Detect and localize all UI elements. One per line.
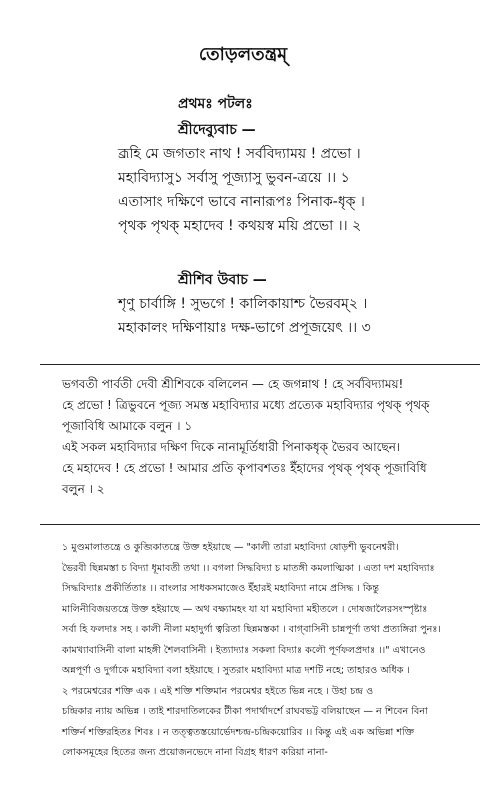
verse-line: এতাসাং দক্ষিণে ভাবে নানারূপঃ পিনাক-ধৃক্ । [118,194,365,210]
translation-line: বলুন । ২ [62,482,105,496]
verse-block-1 [118,142,478,238]
footnote-line: ১ মুণ্ডমালাতন্ত্রে ও কুব্জিকাতন্ত্রে উক্ত হইয়াছে — "কালী তারা মহাবিদ্যা ষোড়শী ভুবনেশ্বরী। [62,542,399,553]
speaker-shiva: শ্রীশিব উবাচ — [178,272,267,288]
footnote-line: কামখ্যাবাসিনী বালা মাহঙ্গী শৈলবাসিনী । ইত্যাদ্যাঃ সকলা বিদ্যাঃ কলৌ পূর্ণফলপ্রদাঃ ।।" এখানেও [62,644,426,656]
verse-line: মহাবিদ্যাসু১ সর্বাসু পূজ্যাসু ভুবন-ত্রয়ে ।। ১ [118,170,350,186]
footnote-line: সিদ্ধবিদ্যাঃ প্রকীর্তিতাঃ ।। বাংলার সাধকসমাজেও ইঁহারই মহাবিদ্যা নামে প্রসিদ্ধ । কিন্তু [62,583,379,594]
footnotes-block [62,538,476,764]
page-title: তোড়লতন্ত্রম্ [198,44,288,65]
translation-line: হে মহাদেব ! হে প্রভো ! আমার প্রতি কৃপাবশতঃ ইঁহাদের পৃথক্ পৃথক্ পূজাবিধি [62,461,427,475]
translation-line: হে প্রভো ! ত্রিভুবনে পূজ্য সমস্ত মহাবিদ্যার মধ্যে প্রত্যেক মহাবিদ্যার পৃথক্ পৃথক্ [62,398,430,412]
divider-top [40,364,480,365]
verse-line: মহাকালং দক্ষিণায়াঃ দক্ষ-ভাগে প্রপূজয়েৎ ।। ৩ [118,320,371,336]
verse-block-2 [118,292,478,340]
footnote-line: মালিনীবিজয়তন্ত্রে উক্ত হইয়াছে — অথ বক্ষ্যামহং যা যা মহাবিদ্যা মহীতলে । দোষজালৈরসংস্পৃষ্টাঃ [62,603,428,615]
section-heading: প্রথমঃ পটলঃ [178,96,253,112]
footnote-line: লোকসমূহের হিতের জন্য প্রয়োজনভেদে নানা বিগ্রহ ধারণ করিয়া নানা- [62,747,328,758]
speaker-devi: শ্রীদেব্যুবাচ — [178,122,256,138]
verse-line: শৃণু চার্বাঙ্গি ! সুভগে ! কালিকায়াশ্চ ভৈরবম্২ । [118,296,368,312]
verse-line: পৃথক পৃথক্ মহাদেব ! কথয়স্ব ময়ি প্রভো ।। ২ [118,218,362,234]
footnote-line: অন্নপূর্ণা ও দুর্গাকে মহাবিদ্যা বলা হইয়াছে । সুতরাং মহাবিদ্যা মাত্র দশটি নহে; তাহারও অধিক । [62,665,410,676]
divider-bottom [40,524,480,525]
verse-line: ব্রূহি মে জগতাং নাথ ! সর্ববিদ্যাময় ! প্রভো । [118,146,361,162]
footnote-line: সর্বা হি ফলদাঃ সহ । কালী নীলা মহাদুর্গা ত্বরিতা ছিন্নমস্তকা । বাগ্‌বাসিনী চান্নপূর্ণা তথা প্রত্যঙ্গিরা পুনঃ। [62,624,441,635]
translation-line: পূজাবিধি আমাকে বলুন । ১ [62,419,193,433]
translation-block [62,374,476,500]
footnote-line: শক্তির্ন শক্তিরহিতঃ শিবঃ । ন তত্ত্বতস্তয়োর্ভেদশ্চন্দ্র-চন্দ্রিকয়োরিব ।। কিন্তু এই এক অভিন্না শক্তি [62,726,415,738]
footnote-line: চন্দ্রিকার ন্যায় অভিন্ন । তাই শারদাতিলকের টীকা পদার্থাদর্শে রাঘবভট্ট বলিয়াছেন — ন শিবেন বিনা [62,706,428,717]
footnote-line: ২ পরমেশ্বরের শক্তি এক । এই শক্তি শক্তিমান পরমেশ্বর হইতে ভিন্ন নহে । উহা চন্দ্র ও [62,685,374,697]
translation-line: এই সকল মহাবিদ্যার দক্ষিণ দিকে নানামূর্তিধারী পিনাকধৃক্ ভৈরব আছেন। [62,440,401,454]
translation-line: ভগবতী পার্বতী দেবী শ্রীশিবকে বলিলেন — হে জগন্নাথ ! হে সর্ববিদ্যাময়! [62,377,404,391]
footnote-line: ভৈরবী ছিন্নমস্তা চ বিদ্যা ধূমাবতী তথা ।। বগলা সিদ্ধবিদ্যা চ মাতঙ্গী কমলাত্মিকা । এতা দশ মহাবিদ্যাঃ [62,562,435,574]
